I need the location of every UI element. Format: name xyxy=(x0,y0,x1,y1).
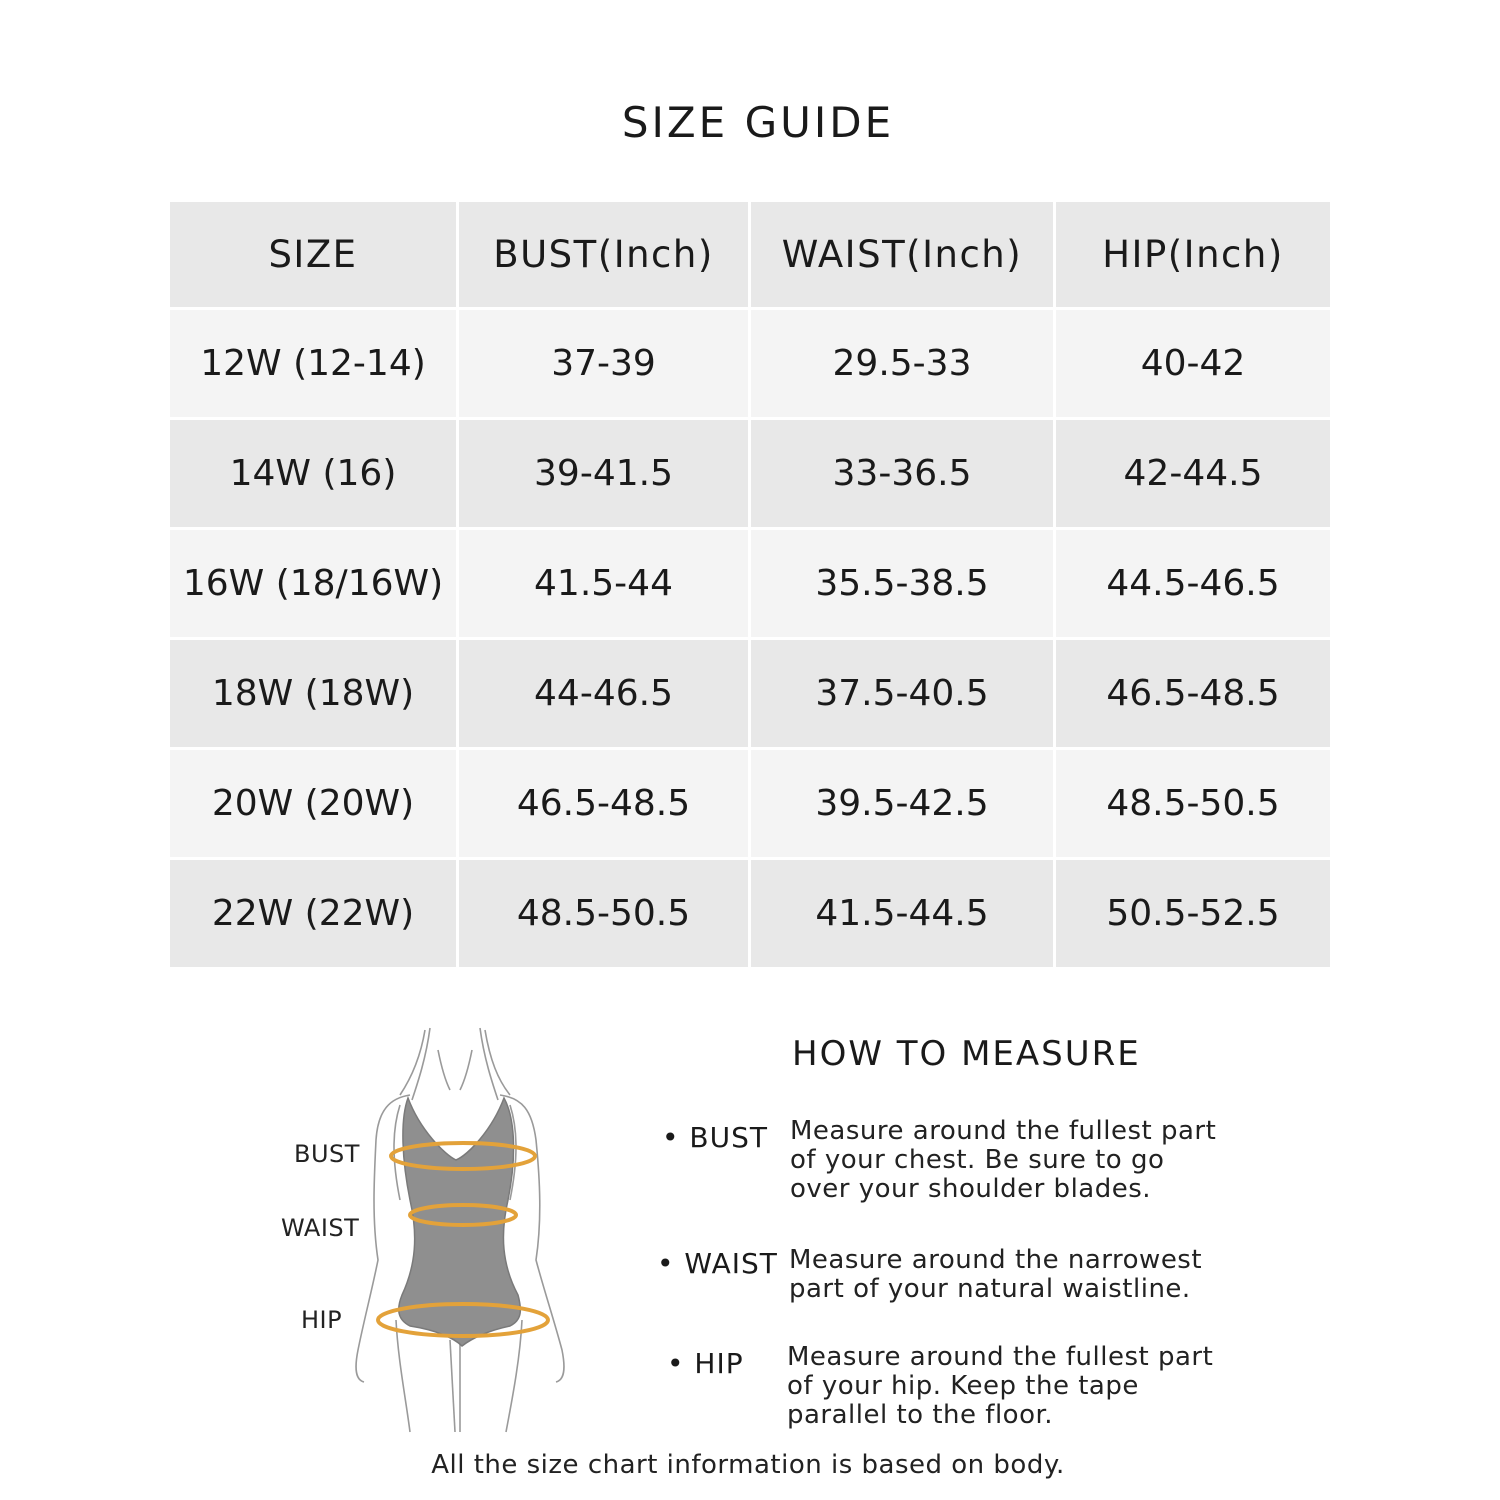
header-hip: HIP(Inch) xyxy=(1056,202,1330,307)
cell-hip: 42-44.5 xyxy=(1056,420,1330,527)
cell-waist: 39.5-42.5 xyxy=(751,750,1053,857)
measure-desc-line: parallel to the floor. xyxy=(787,1400,1054,1430)
cell-waist: 29.5-33 xyxy=(751,310,1053,417)
figure-label-hip: HIP xyxy=(301,1306,343,1334)
header-bust: BUST(Inch) xyxy=(459,202,748,307)
footnote: All the size chart information is based on body. xyxy=(431,1450,1065,1480)
measure-desc-hip xyxy=(787,1343,1257,1430)
cell-size: 20W (20W) xyxy=(170,750,456,857)
table-row xyxy=(170,860,1330,967)
measure-desc-line: of your hip. Keep the tape xyxy=(787,1371,1139,1401)
cell-hip: 44.5-46.5 xyxy=(1056,530,1330,637)
cell-hip: 50.5-52.5 xyxy=(1056,860,1330,967)
cell-bust: 48.5-50.5 xyxy=(459,860,748,967)
measure-desc-waist xyxy=(789,1246,1259,1304)
cell-waist: 41.5-44.5 xyxy=(751,860,1053,967)
size-table xyxy=(167,199,1333,970)
cell-size: 14W (16) xyxy=(170,420,456,527)
measure-desc-line: Measure around the narrowest xyxy=(789,1245,1203,1275)
measure-item-bust xyxy=(662,1121,768,1154)
measure-desc-line: of your chest. Be sure to go xyxy=(790,1145,1165,1175)
header-waist: WAIST(Inch) xyxy=(751,202,1053,307)
cell-hip: 40-42 xyxy=(1056,310,1330,417)
figure-label-waist: WAIST xyxy=(281,1214,360,1242)
cell-hip: 46.5-48.5 xyxy=(1056,640,1330,747)
cell-bust: 44-46.5 xyxy=(459,640,748,747)
table-row xyxy=(170,420,1330,527)
table-row xyxy=(170,640,1330,747)
figure-label-bust: BUST xyxy=(294,1140,360,1168)
cell-bust: 39-41.5 xyxy=(459,420,748,527)
table-row xyxy=(170,530,1330,637)
cell-bust: 41.5-44 xyxy=(459,530,748,637)
measure-desc-line: Measure around the fullest part xyxy=(790,1116,1217,1146)
cell-size: 22W (22W) xyxy=(170,860,456,967)
measure-desc-bust xyxy=(790,1117,1260,1204)
measure-label-bust: • BUST xyxy=(662,1121,768,1154)
measure-label-hip: • HIP xyxy=(667,1347,744,1380)
cell-waist: 37.5-40.5 xyxy=(751,640,1053,747)
table-row xyxy=(170,310,1330,417)
measure-item-waist xyxy=(657,1247,778,1280)
measure-item-hip xyxy=(667,1347,744,1380)
table-header-row xyxy=(170,202,1330,307)
cell-size: 16W (18/16W) xyxy=(170,530,456,637)
table-row xyxy=(170,750,1330,857)
cell-waist: 35.5-38.5 xyxy=(751,530,1053,637)
measure-label-waist: • WAIST xyxy=(657,1247,778,1280)
header-size: SIZE xyxy=(170,202,456,307)
cell-size: 12W (12-14) xyxy=(170,310,456,417)
cell-bust: 46.5-48.5 xyxy=(459,750,748,857)
cell-size: 18W (18W) xyxy=(170,640,456,747)
cell-waist: 33-36.5 xyxy=(751,420,1053,527)
cell-bust: 37-39 xyxy=(459,310,748,417)
how-to-measure-title: HOW TO MEASURE xyxy=(792,1034,1141,1074)
page-title: SIZE GUIDE xyxy=(621,98,895,147)
measure-desc-line: over your shoulder blades. xyxy=(790,1174,1152,1204)
cell-hip: 48.5-50.5 xyxy=(1056,750,1330,857)
measure-desc-line: part of your natural waistline. xyxy=(789,1274,1191,1304)
measure-desc-line: Measure around the fullest part xyxy=(787,1342,1214,1372)
